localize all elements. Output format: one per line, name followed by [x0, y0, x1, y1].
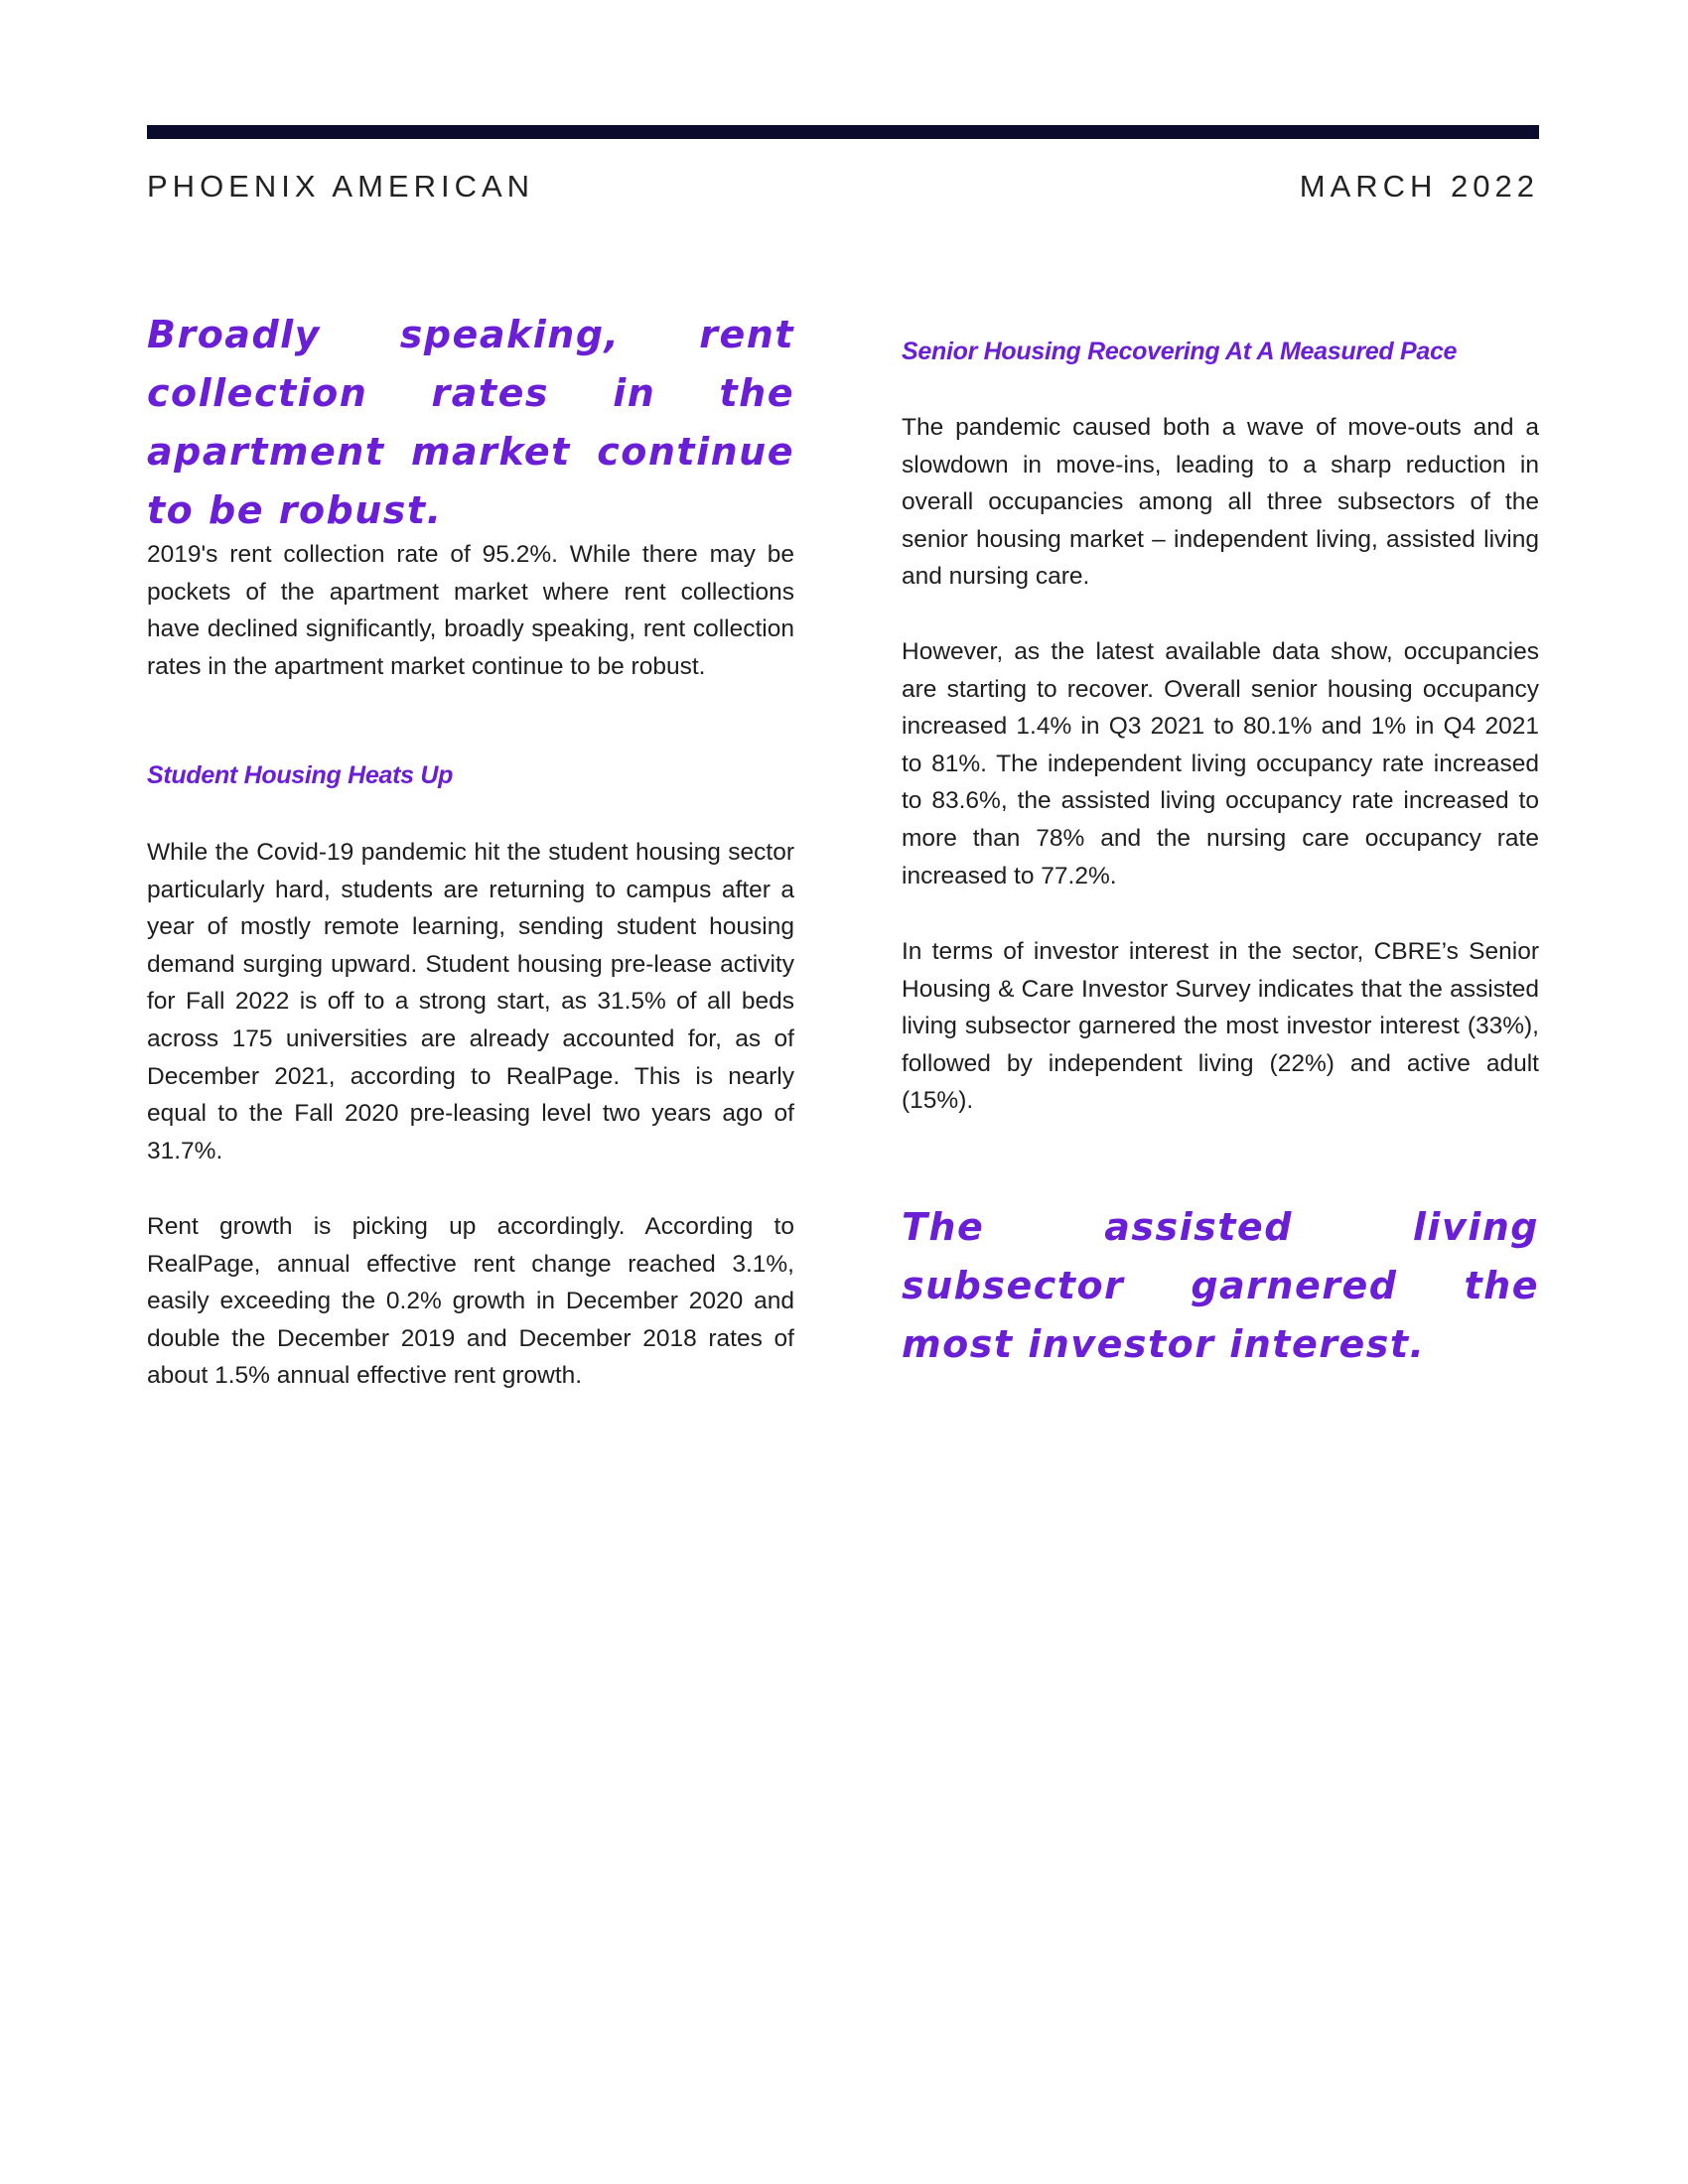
pull-quote-assisted-living: The assisted living subsector garnered the most investor interest. — [902, 1205, 1539, 1366]
issue-date: MARCH 2022 — [1299, 169, 1539, 204]
heading-senior-housing: Senior Housing Recovering At A Measured Pace — [902, 338, 1458, 365]
senior-paragraph-1: The pandemic caused both a wave of move-outs and a slowdown in move-ins, leading to a sharp reduction in overall occupancies among all three subsectors of the senior housing market – independent living, assisted living and nursing care. — [902, 414, 1539, 591]
header-rule — [147, 125, 1539, 139]
intro-paragraph: 2019's rent collection rate of 95.2%. While there may be pockets of the apartment market where rent collections have declined significantly, broadly speaking, rent collection rates in the apartment market continue to be robust. — [147, 541, 794, 680]
senior-paragraph-3: In terms of investor interest in the sector, CBRE’s Senior Housing & Care Investor Survey indicates that the assisted living subsector garnered the most investor interest (33%), followed by independent living (22%) and active adult (15%). — [902, 938, 1539, 1115]
student-paragraph-1: While the Covid-19 pandemic hit the student housing sector particularly hard, students are returning to campus after a year of mostly remote learning, sending student housing demand surging upward. Student housing pre-lease activity for Fall 2022 is off to a strong start, as 31.5% of all beds across 175 universities are already accounted for, as of December 2021, according to RealPage. This is nearly equal to the Fall 2020 pre-leasing level two years ago of 31.7%. — [147, 839, 794, 1164]
heading-student-housing: Student Housing Heats Up — [147, 761, 454, 789]
senior-paragraph-2: However, as the latest available data show, occupancies are starting to recover. Overall senior housing occupancy increased 1.4% in Q3 2021 to 80.1% and 1% in Q4 2021 to 81%. The independent living occupancy rate increased to 83.6%, the assisted living occupancy rate increased to more than 78% and the nursing care occupancy rate increased to 77.2%. — [902, 638, 1539, 889]
student-paragraph-2: Rent growth is picking up accordingly. According to RealPage, annual effective rent change reached 3.1%, easily exceeding the 0.2% growth in December 2020 and double the December 2019 and December 2018 rates of about 1.5% annual effective rent growth. — [147, 1213, 794, 1390]
pull-quote-rent-collection: Broadly speaking, rent collection rates in the apartment market continue to be robust. — [147, 313, 794, 532]
brand-name: PHOENIX AMERICAN — [147, 169, 535, 204]
